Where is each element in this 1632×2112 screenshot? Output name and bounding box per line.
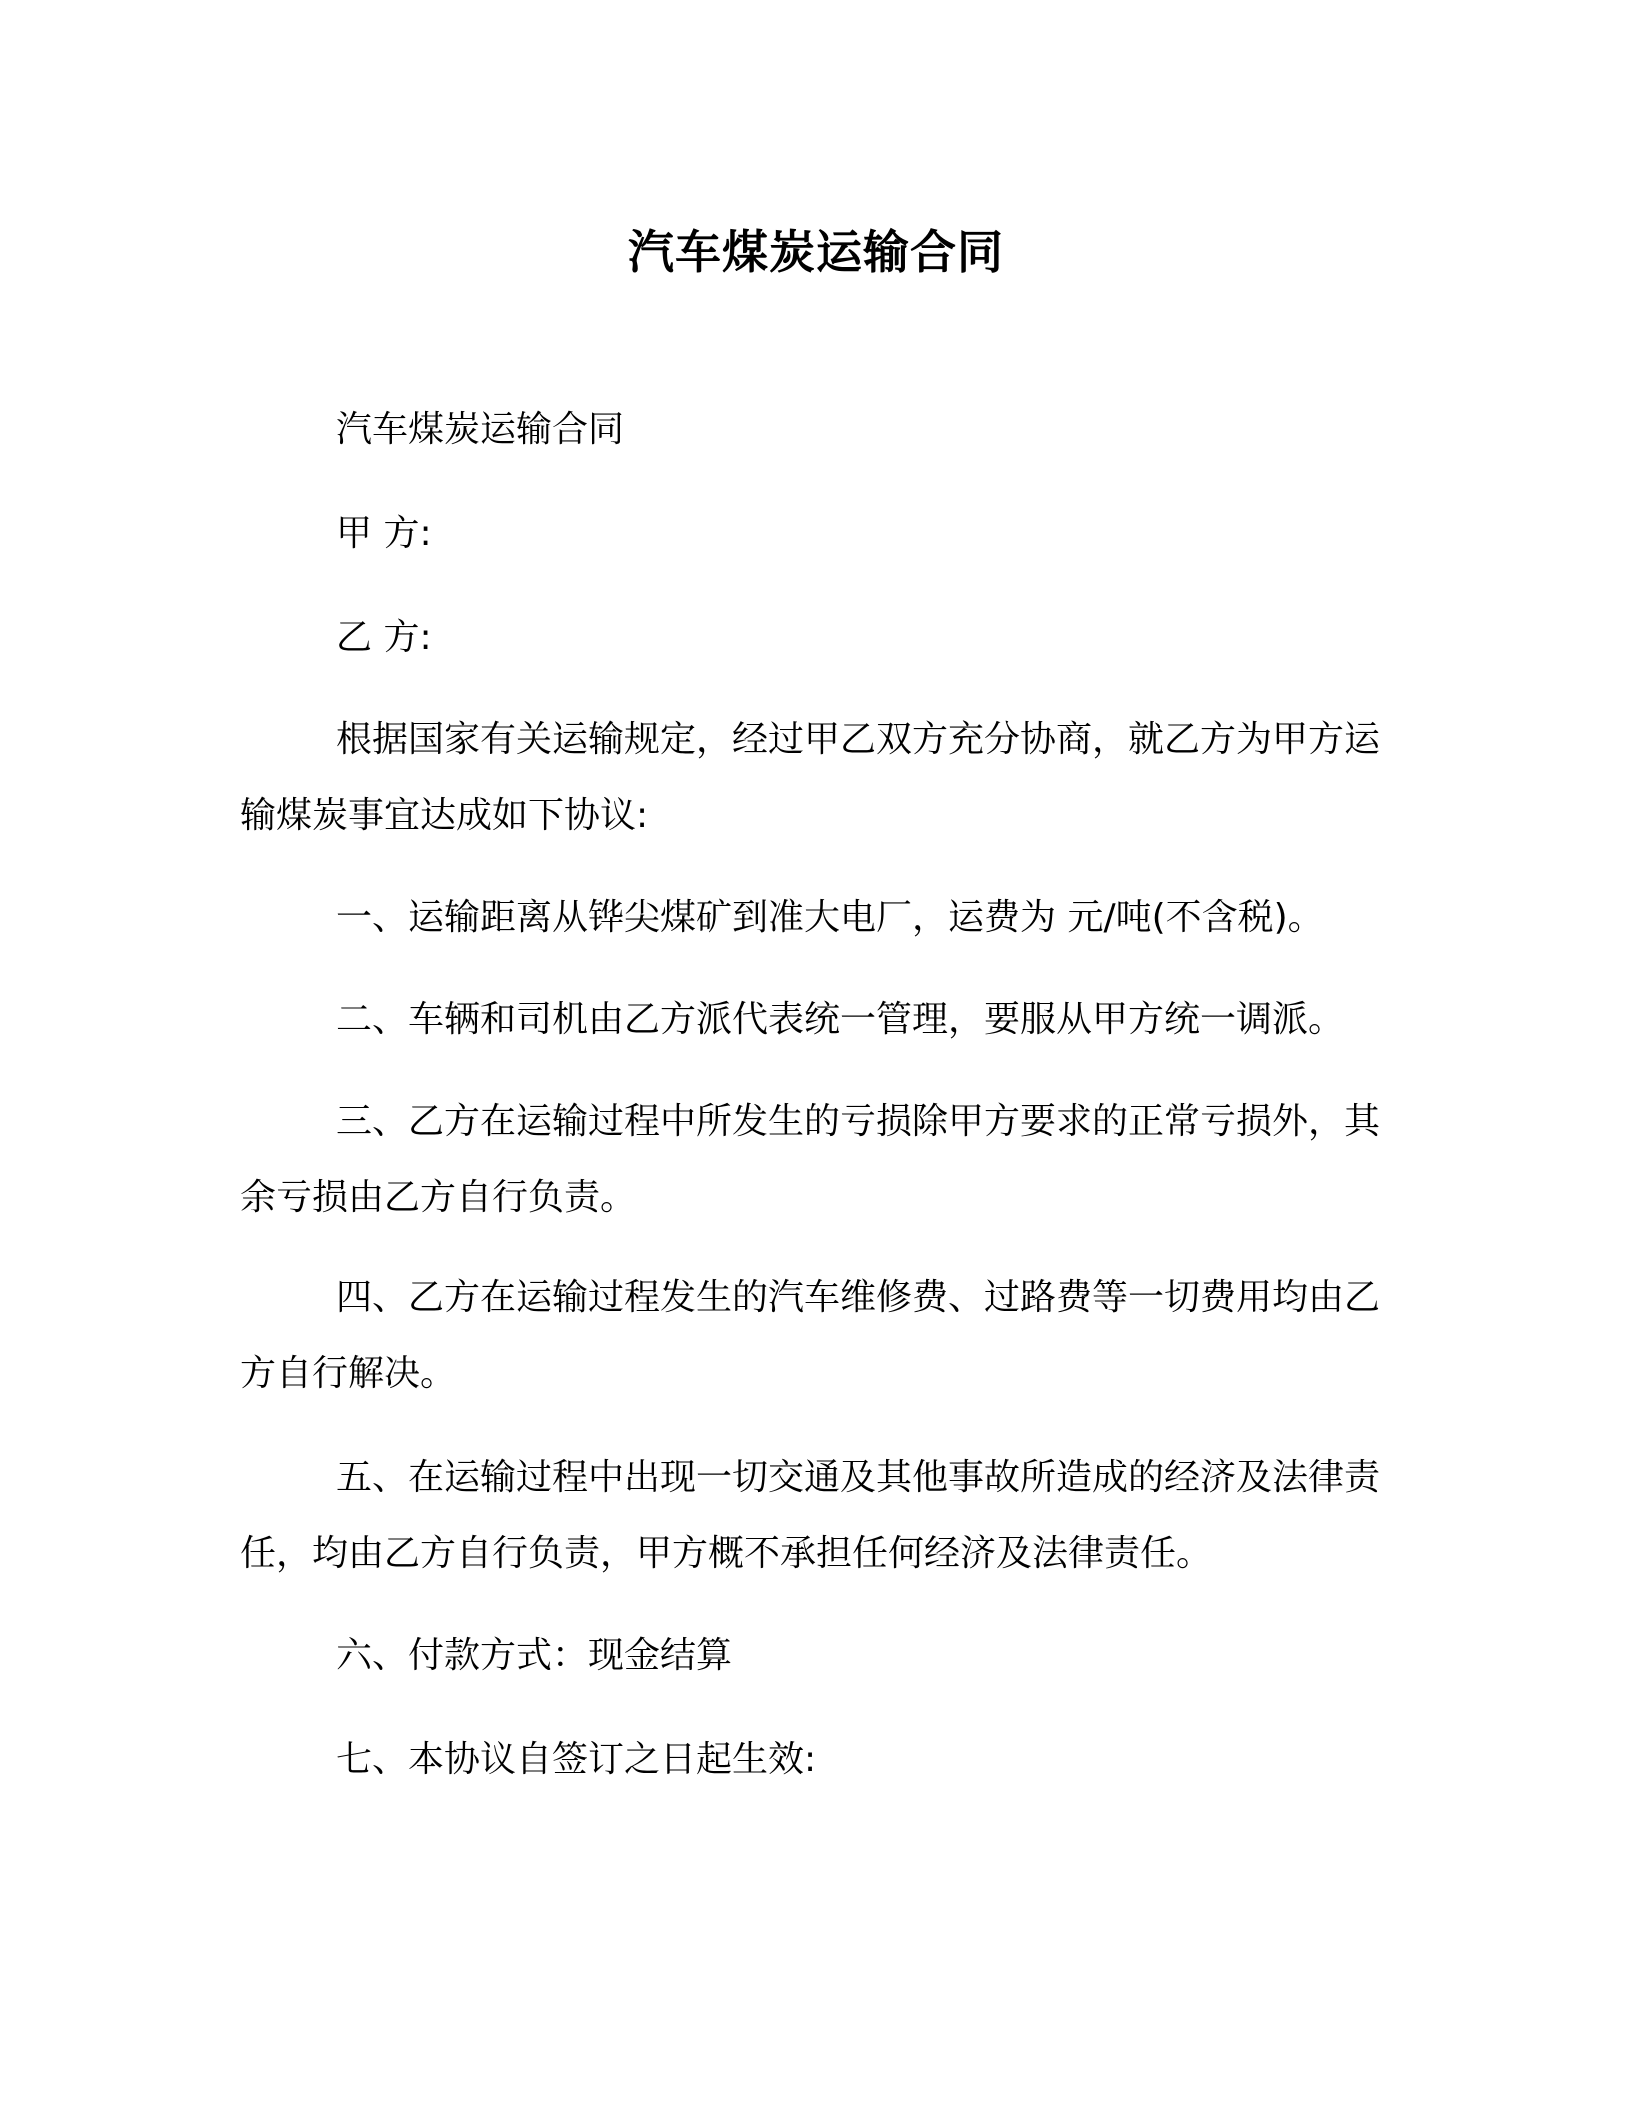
clause-6: 六、付款方式：现金结算	[336, 1635, 733, 1676]
clause-4: 四、乙方在运输过程发生的汽车维修费、过路费等一切费用均由乙方自行解决。	[240, 1277, 1381, 1394]
clause-7: 七、本协议自签订之日起生效:	[336, 1739, 817, 1780]
clause-5: 五、在运输过程中出现一切交通及其他事故所造成的经济及法律责任，均由乙方自行负责，甲方概不承担任何经济及法律责任。	[240, 1457, 1381, 1574]
clause-2: 二、车辆和司机由乙方派代表统一管理，要服从甲方统一调派。	[336, 999, 1345, 1040]
clause-1: 一、运输距离从铧尖煤矿到准大电厂，运费为 元/吨(不含税)。	[336, 897, 1324, 938]
paragraph-party-a: 甲 方:	[336, 513, 432, 554]
paragraph-party-b: 乙 方:	[336, 617, 432, 658]
paragraph-heading: 汽车煤炭运输合同	[336, 409, 625, 450]
document-title: 汽车煤炭运输合同	[628, 225, 1004, 279]
clause-3: 三、乙方在运输过程中所发生的亏损除甲方要求的正常亏损外，其余亏损由乙方自行负责。	[240, 1101, 1381, 1218]
paragraph-preamble: 根据国家有关运输规定，经过甲乙双方充分协商，就乙方为甲方运输煤炭事宜达成如下协议:	[240, 719, 1381, 836]
